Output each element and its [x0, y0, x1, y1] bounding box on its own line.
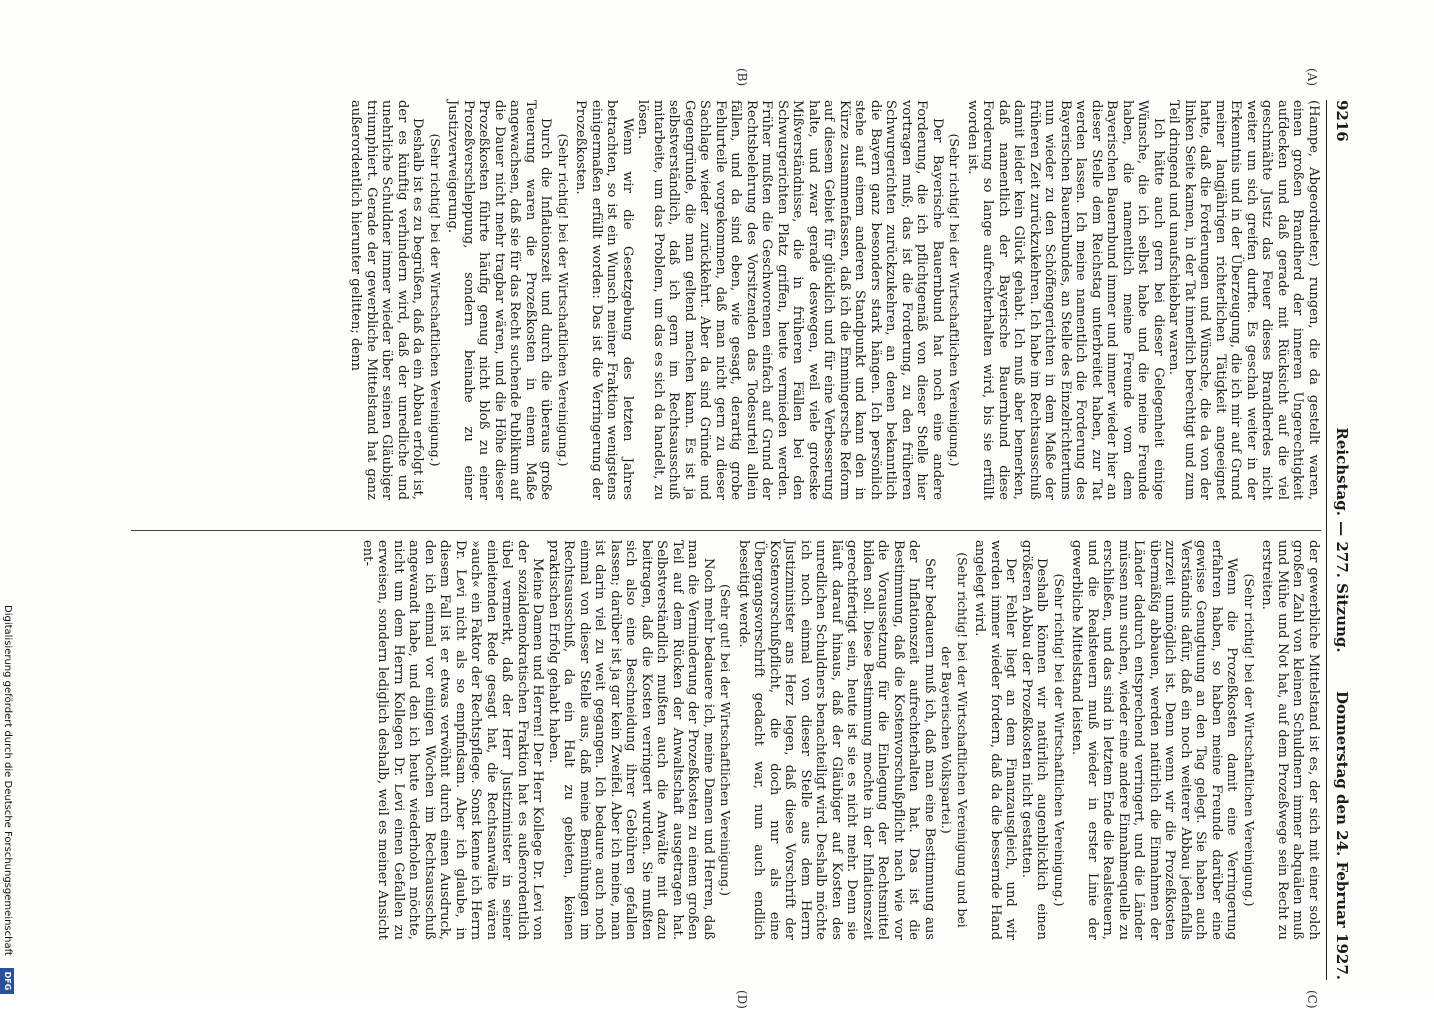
left-column [348, 100, 1321, 500]
paragraph: Der Bayerische Bauernbund hat noch eine andere Forderung, die ich pflichtgemäß von dieser Stelle hier vortragen muß; das ist die Forderung, zu den früheren Schwurgerichten zurückzukehren, an denen bekanntlich die Bayern ganz besonders stark hängen. Ich persönlich stehe auf einem anderen Standpunkt und kann den in Kürze zusammenfassen, daß ich die Emmingersche Reform auf diesem Gebiet für glücklich und für eine Verbesserung halte, und zwar gerade deswegen, weil viele groteske Mißverständnisse, die in früheren Fällen bei den Schwurgerichten Platz griffen, heute vermieden werden. Früher mußten die Geschworenen einfach auf Grund der Rechtsbelehrung des Vorsitzenden das Todesurteil allein fällen, und da sind eben, wie gesagt, derartig grobe Fehlurteile vorgekommen, daß man nicht gern zu dieser Sachlage wieder zurückkehrt. Aber da sind Gründe und Gegengründe, die man geltend machen kann. Es ist ja selbstverständlich, daß ich gern im Rechtsausschuß mitarbeite, um das Problem, um das es sich da handelt, zu lösen. [635, 100, 945, 500]
margin-letter-b: (B) [735, 68, 749, 87]
interjection: (Sehr richtig! bei der Wirtschaftlichen Vereinigung.) [947, 133, 963, 467]
footer-credit: Digitalisierung gefördert durch die Deutsche Forschungsgemeinschaft [2, 605, 13, 956]
paragraph: Wenn die Prozeßkosten damit eine Verringerung erfahren haben, so haben meine Freunde darüber eine gewisse Genugtuung an den Tag gelegt. Sie haben auch Verständnis dafür, daß ein noch weiterer Abbau jedenfalls zurzeit unmöglich ist. Denn wenn wir die Prozeßkosten übermäßig abbauen, werden natürlich die Einnahmen der Länder dadurch entsprechend verringert, und die Länder müssen nun suchen, wieder eine andere Einnahmequelle zu erschließen, und das sind in letztem Ende die Realsteuern, und die Realsteuern muß wieder in erster Linie der gewerbliche Mittelstand leisten. [1069, 540, 1240, 940]
paragraph: der gewerbliche Mittelstand ist es, der sich mit einer solch großen Zahl von kleinen Schuldnern immer abquälen muß und Mühe und Not hat, auf dem Prozeßwege sein Recht zu erstreiten. [1259, 540, 1321, 940]
paragraph: (Hampe, Abgeordneter.) rungen, die da gestellt waren, einen großen Brandherd der inneren Ungerechtigkeit aufdecken und daß gerade mit Rücksicht auf die viel geschmähte Justiz das Feuer dieses Brandherdes nicht weiter um sich greifen durfte. Es geschah weiter in der Erkenntnis und in der Überzeugung, die ich mir auf Grund meiner langjährigen richterlichen Tätigkeit angeeignet hatte, daß die Forderungen und Wünsche, die da von der linken Seite kamen, in der Tat innerlich berechtigt und zum Teil dringend und unaufschiebbar waren. [1166, 100, 1321, 500]
header-rule [1326, 100, 1327, 980]
paragraph: Wenn wir die Gesetzgebung des letzten Jahres betrachten, so ist ein Wunsch meiner Fraktion wenigstens einigermaßen erfüllt worden: Das ist die Verringerung der Prozeßkosten. [573, 100, 635, 500]
session-date: Donnerstag den 24. Februar 1927. [1333, 690, 1351, 980]
column-divider [131, 530, 1321, 531]
interjection: (Sehr richtig! bei der Wirtschaftlichen Vereinigung und bei der Bayerischen Volkspartei.) [939, 552, 970, 928]
paragraph: Deshalb ist es zu begrüßen, daß da ein Abbau erfolgt ist, der es künftig verhindern wird, daß der unredliche und unehrliche Schuldner immer wieder über seinen Gläubiger triumphiert. Gerade der gewerbliche Mittelstand hat ganz außerordentlich hierunter gelitten; denn [348, 100, 426, 500]
document-page [119, 68, 1351, 1009]
interjection: (Sehr richtig! bei der Wirtschaftlichen Vereinigung.) [1052, 573, 1067, 907]
interjection: (Sehr gut! bei der Wirtschaftlichen Vereinigung.) [718, 584, 734, 896]
interjection: (Sehr richtig! bei der Wirtschaftlichen Vereinigung.) [428, 133, 443, 467]
margin-letter-c: (C) [1305, 990, 1319, 1009]
paragraph: Ich hätte auch gern bei dieser Gelegenheit einige Wünsche, die ich selbst habe und die meine Freunde haben, die namentlich meine Freunde vom dem Bayerischen Bauernbund immer und immer wieder hier an dieser Stelle dem Reichstag unterbreitet haben, zur Tat werden lassen. Ich meine namentlich die Forderung des Bayerischen Bauernbundes, an Stelle des Einzelrichtertums nun wieder zu den Schöffengerichten in dem Maße der früheren Zeit zurückzukehren. Ich habe im Rechtsausschuß damit leider kein Glück gehabt. Ich muß aber bemerken, daß namentlich der Bayerische Bauernbund diese Forderung so lange aufrechterhalten wird, bis sie erfüllt worden ist. [965, 100, 1166, 500]
dfg-logo [0, 968, 14, 994]
paragraph: Sehr bedauern muß ich, daß man eine Bestimmung aus der Inflationszeit aufrechterhalten hat. Das ist die Bestimmung, daß die Kostenvorschußpflicht nach wie vor die Voraussetzung für die Einlegung der Rechtsmittel bilden soll. Diese Bestimmung mochte in der Inflationszeit gerechtfertigt sein, heute ist sie es nicht mehr. Denn sie läuft darauf hinaus, daß der Gläubiger auf Kosten des unredlichen Schuldners benachteiligt wird. Deshalb möchte ich noch einmal von dieser Stelle aus dem Herrn Justizminister ans Herz legen, daß diese Vorschrift der Kostenvorschußpflicht, die doch nur als eine Übergangsvorschrift gedacht war, nun auch endlich beseitigt werde. [736, 540, 937, 940]
margin-letter-a: (A) [1305, 68, 1319, 87]
digitization-footer [2, 605, 14, 1000]
margin-letter-d: (D) [735, 990, 749, 1009]
paragraph: Meine Damen und Herren! Der Herr Kollege Dr. Levi von der sozialdemokratischen Fraktion hat es außerordentlich übel vermerkt, daß der Herr Justizminister in seiner einleitenden Rede gesagt hat, die Rechtsanwälte wären »auch« ein Faktor der Rechtspflege. Sonst kenne ich Herrn Dr. Levi nicht als so empfindsam. Aber ich glaube, in diesem Fall ist er etwas verwöhnt durch einen Ausdruck, den ich einmal vor einigen Wochen im Rechtsausschuß angewandt habe, und den ich heute wiederholen möchte, nicht um dem Herrn Kollegen Dr. Levi einen Gefallen zu erweisen, sondern lediglich deshalb, weil es meiner Ansicht ent- [360, 540, 546, 940]
right-column [360, 540, 1322, 940]
interjection: (Sehr richtig! bei der Wirtschaftlichen Vereinigung.) [1242, 573, 1257, 907]
paragraph: Der Fehler liegt an dem Finanzausgleich, und wir werden immer wieder fordern, daß da die bessernde Hand angelegt wird. [972, 540, 1019, 940]
session-title: Reichstag. — 277. Sitzung. [1333, 427, 1351, 653]
page-number: 9216 [1333, 100, 1351, 142]
paragraph: Noch mehr bedauere ich, meine Damen und Herren, daß man die Verminderung der Prozeßkosten zu einem großen Teil auf dem Rücken der Anwaltschaft ausgetragen hat. Selbstverständlich mußten auch die Anwälte mit dazu beitragen, daß die Kosten verringert wurden. Sie mußten sich also eine Beschneidung ihrer Gebühren gefallen lassen; darüber ist ja gar kein Zweifel. Aber ich meine, man ist darin viel zu weit gegangen. Ich bedaure auch noch einmal von dieser Stelle aus, daß meine Bemühungen im Rechtsausschuß, da ein Halt zu gebieten, keinen praktischen Erfolg gehabt haben. [546, 540, 716, 940]
interjection: (Sehr richtig! bei der Wirtschaftlichen Vereinigung.) [556, 133, 571, 467]
page-header [1329, 100, 1349, 980]
paragraph: Durch die Inflationszeit und durch die überaus große Teuerung waren die Prozeßkosten in einem Maße angewachsen, daß sie für das Recht suchende Publikum auf die Dauer nicht mehr tragbar wären, und die Höhe dieser Prozeßkosten führte häufig genug nicht bloß zu einer Prozeßverschleppung, sondern beinahe zu einer Justizverweigerung. [445, 100, 554, 500]
paragraph: Deshalb können wir natürlich augenblicklich einen größeren Abbau der Prozeßkosten nicht gestatten. [1019, 540, 1050, 940]
dfg-logo-text: DFG [3, 971, 12, 991]
